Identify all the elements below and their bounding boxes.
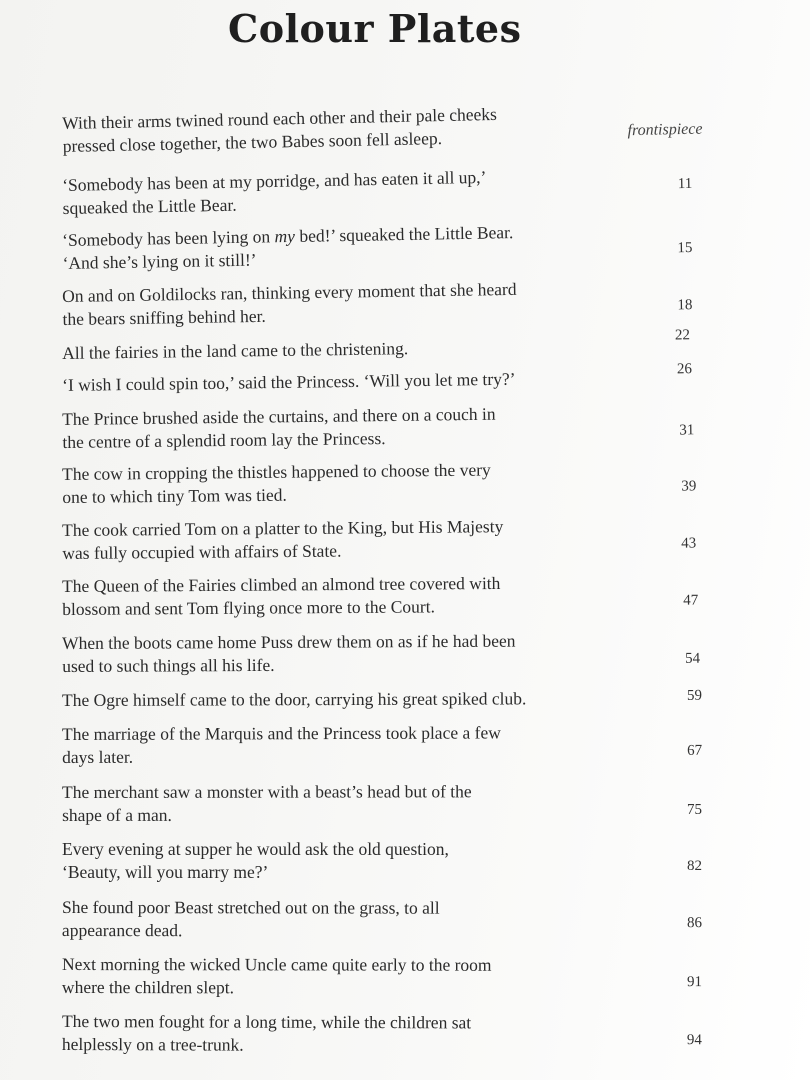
- list-item: [62, 327, 702, 363]
- list-item: [61, 953, 702, 998]
- page-number: 47: [683, 592, 699, 609]
- plate-caption: [62, 896, 637, 943]
- plate-caption: [62, 1010, 637, 1058]
- plate-caption: [62, 838, 637, 884]
- plate-caption: [62, 514, 637, 565]
- page-number: 67: [687, 742, 703, 759]
- page-number: 22: [674, 327, 691, 344]
- caption-line: With their arms twined round each other and their pale cheeks: [62, 103, 498, 133]
- caption-line: The merchant saw a monster with a beast’s head but of the: [62, 781, 472, 802]
- caption-emphasis: my: [274, 225, 296, 247]
- caption-line: The two men fought for a long time, while the children sat: [61, 1011, 472, 1033]
- plate-caption: [62, 687, 637, 712]
- list-item: [62, 721, 703, 767]
- caption-line: shape of a man.: [62, 804, 172, 825]
- caption-line: The Prince brushed aside the curtains, and there on a couch in: [62, 403, 496, 429]
- page-number: 82: [687, 858, 702, 874]
- caption-line: the bears sniffing behind her.: [62, 305, 266, 329]
- page-number: 86: [686, 915, 702, 932]
- plate-caption: [62, 629, 637, 678]
- caption-line: The Ogre himself came to the door, carrying his great spiked club.: [62, 688, 527, 710]
- caption-line: used to such things all his life.: [62, 654, 275, 676]
- page-number: frontispiece: [627, 120, 703, 140]
- plate-caption: [62, 366, 637, 397]
- caption-line: was fully occupied with affairs of State.: [62, 540, 342, 563]
- plate-caption: [62, 571, 637, 621]
- page-number: 31: [679, 422, 695, 439]
- plate-caption: [62, 457, 637, 509]
- page-number: 91: [686, 974, 702, 991]
- page-number: 26: [676, 361, 693, 378]
- caption-line: ‘Beauty, will you marry me?’: [62, 862, 269, 882]
- plate-caption: [62, 780, 637, 827]
- page-number: 94: [686, 1032, 702, 1049]
- list-item: [62, 400, 702, 452]
- plate-caption: [62, 276, 638, 331]
- plate-caption: [62, 721, 637, 769]
- list-item: [62, 513, 702, 563]
- page-number: 59: [686, 687, 703, 704]
- list-item: [62, 780, 703, 825]
- caption-line: blossom and sent Tom flying once more to the Court.: [62, 596, 436, 619]
- list-item: [62, 218, 702, 273]
- page-number: 43: [681, 535, 697, 552]
- page-number: 54: [685, 650, 701, 667]
- list-item: [61, 1010, 702, 1055]
- list-item: [62, 361, 702, 395]
- page-title: Colour Plates: [228, 6, 522, 51]
- caption-line: ‘Somebody has been lying on: [62, 226, 275, 250]
- caption-line: pressed close together, the two Babes soon fell asleep.: [62, 128, 443, 156]
- plate-caption: [62, 100, 638, 158]
- page-number: 11: [677, 175, 693, 193]
- caption-line: ‘I wish I could spin too,’ said the Princess. ‘Will you let me try?’: [62, 368, 516, 395]
- page-number: 75: [687, 801, 703, 818]
- page-number: 15: [677, 240, 693, 257]
- caption-line: appearance dead.: [61, 919, 183, 941]
- plate-caption: [62, 401, 638, 454]
- caption-line: Every evening at supper he would ask the old question,: [62, 839, 449, 859]
- list-item: [62, 162, 702, 218]
- caption-line: ‘And she’s lying on it still!’: [62, 249, 257, 273]
- page-number: 39: [681, 478, 697, 495]
- page-number: 18: [677, 297, 693, 314]
- caption-line: ‘Somebody has been at my porridge, and has eaten it all up,’: [62, 166, 487, 195]
- plate-caption: [62, 334, 637, 365]
- plate-caption: [62, 219, 638, 275]
- list-item: [62, 687, 703, 710]
- list-item: [62, 571, 702, 619]
- caption-line: one to which tiny Tom was tied.: [62, 484, 287, 507]
- caption-line: the centre of a splendid room lay the Princess.: [62, 428, 386, 452]
- caption-line: The cow in cropping the thistles happened to choose the very: [62, 459, 491, 484]
- plate-caption: [62, 953, 637, 1000]
- plate-caption: [62, 163, 638, 220]
- caption-line: squeaked the Little Bear.: [62, 194, 237, 218]
- caption-line: The marriage of the Marquis and the Princess took place a few: [62, 722, 501, 744]
- caption-line: bed!’ squeaked the Little Bear.: [294, 222, 514, 246]
- caption-line: The cook carried Tom on a platter to the King, but His Majesty: [62, 516, 504, 540]
- caption-line: Next morning the wicked Uncle came quite early to the room: [61, 954, 492, 975]
- list-item: [62, 99, 703, 156]
- caption-line: She found poor Beast stretched out on the grass, to all: [61, 897, 440, 918]
- caption-line: The Queen of the Fairies climbed an almond tree covered with: [62, 572, 501, 596]
- caption-line: helplessly on a tree-trunk.: [61, 1033, 244, 1055]
- list-item: [61, 896, 702, 941]
- caption-line: When the boots came home Puss drew them on as if he had been: [62, 630, 516, 653]
- list-item: [62, 629, 702, 676]
- caption-line: On and on Goldilocks ran, thinking every moment that she heard: [62, 278, 517, 306]
- list-item: [62, 275, 702, 329]
- caption-line: All the fairies in the land came to the christening.: [62, 338, 409, 363]
- list-item: [62, 456, 702, 507]
- caption-line: where the children slept.: [61, 976, 234, 998]
- caption-line: days later.: [62, 746, 134, 767]
